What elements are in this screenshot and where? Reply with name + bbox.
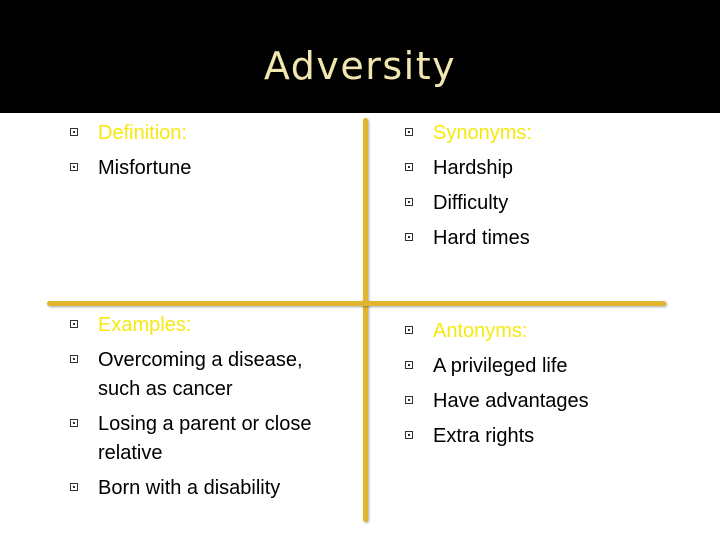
square-bullet-icon: [70, 419, 78, 427]
square-bullet-icon: [405, 163, 413, 171]
list-item: [68, 410, 343, 468]
examples-heading: [68, 311, 343, 340]
synonyms-heading-label: Synonyms:: [433, 122, 532, 144]
definition-heading-label: Definition:: [98, 122, 187, 144]
square-bullet-icon: [405, 233, 413, 241]
list-item: [403, 224, 693, 253]
title-bar: [0, 0, 720, 113]
square-bullet-icon: [405, 198, 413, 206]
definition-heading: [68, 119, 338, 148]
list-item-label: Hardship: [433, 157, 514, 179]
antonyms-heading-label: Antonyms:: [433, 320, 528, 342]
list-item: [68, 474, 343, 503]
definition-section: [68, 119, 338, 189]
list-item: [403, 422, 693, 451]
horizontal-divider: [47, 301, 666, 306]
list-item-label: Extra rights: [433, 425, 535, 447]
list-item-label: Born with a disability: [98, 477, 281, 499]
synonyms-section: [403, 119, 693, 259]
list-item-label: Difficulty: [433, 192, 509, 214]
list-item: [68, 346, 343, 404]
antonyms-heading: [403, 317, 693, 346]
square-bullet-icon: [70, 483, 78, 491]
vertical-divider: [363, 118, 368, 522]
list-item: [403, 387, 693, 416]
list-item-label: A privileged life: [433, 355, 568, 377]
square-bullet-icon: [405, 326, 413, 334]
synonyms-heading: [403, 119, 693, 148]
examples-section: [68, 311, 343, 509]
examples-heading-label: Examples:: [98, 314, 192, 336]
square-bullet-icon: [405, 361, 413, 369]
list-item-label: Overcoming a disease, such as cancer: [98, 349, 303, 400]
square-bullet-icon: [405, 128, 413, 136]
list-item-label: Misfortune: [98, 157, 192, 179]
antonyms-section: [403, 317, 693, 457]
list-item-label: Have advantages: [433, 390, 589, 412]
square-bullet-icon: [70, 163, 78, 171]
list-item: [403, 154, 693, 183]
list-item: [403, 352, 693, 381]
square-bullet-icon: [70, 355, 78, 363]
list-item-label: Losing a parent or close relative: [98, 413, 312, 464]
square-bullet-icon: [405, 431, 413, 439]
square-bullet-icon: [70, 128, 78, 136]
list-item-label: Hard times: [433, 227, 530, 249]
square-bullet-icon: [405, 396, 413, 404]
list-item: [68, 154, 338, 183]
list-item: [403, 189, 693, 218]
slide-title: Adversity: [263, 44, 457, 88]
square-bullet-icon: [70, 320, 78, 328]
